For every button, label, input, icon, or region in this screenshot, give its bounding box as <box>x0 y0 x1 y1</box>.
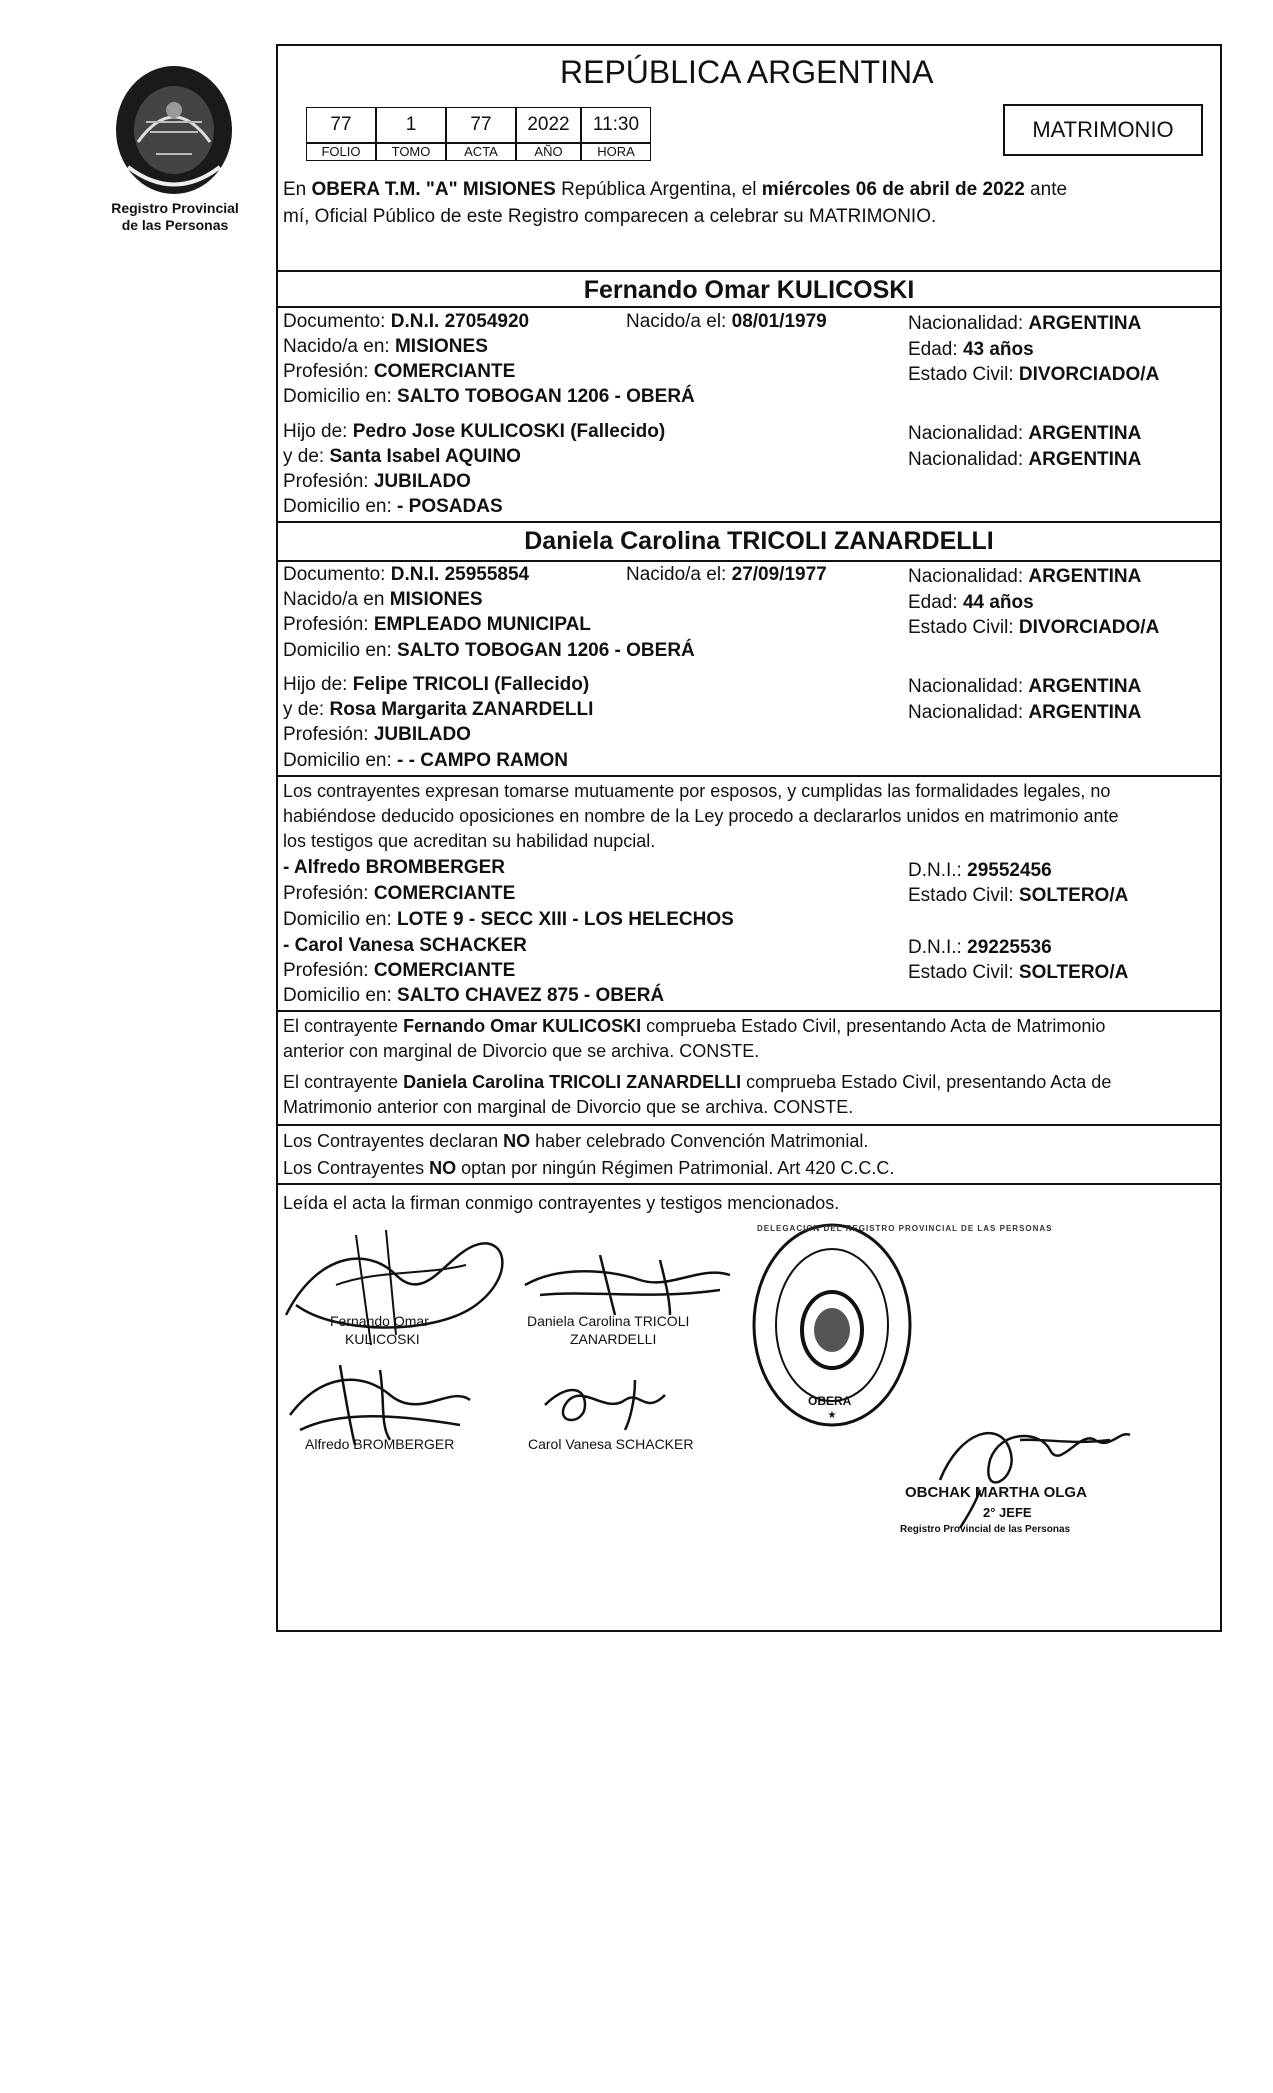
spouse1-madre-nacionalidad: Nacionalidad: ARGENTINA <box>908 449 1142 470</box>
acta-label: ACTA <box>446 143 516 161</box>
witness1-name: - Alfredo BROMBERGER <box>283 857 506 878</box>
spouse2-nacido: Nacido/a el: 27/09/1977 <box>626 564 827 585</box>
certificate-type: MATRIMONIO <box>1032 117 1174 142</box>
divider <box>276 306 1222 308</box>
spouse1-documento: Documento: D.N.I. 27054920 <box>283 311 530 332</box>
spouse2-domicilio: Domicilio en: SALTO TOBOGAN 1206 - OBERÁ <box>283 640 695 661</box>
spouse1-profesion: Profesión: COMERCIANTE <box>283 361 516 382</box>
official-org: Registro Provincial de las Personas <box>900 1524 1071 1535</box>
spouse1-edad: Edad: 43 años <box>908 339 1034 360</box>
spouse1-padres-domicilio: Domicilio en: - POSADAS <box>283 496 503 517</box>
hora-value: 11:30 <box>581 107 651 143</box>
spouse2-nacido-en: Nacido/a en MISIONES <box>283 589 483 610</box>
witness2-domicilio: Domicilio en: SALTO CHAVEZ 875 - OBERÁ <box>283 985 665 1006</box>
intro-line2: mí, Oficial Público de este Registro comparecen a celebrar su MATRIMONIO. <box>283 206 937 227</box>
signature-witness2-name: Carol Vanesa SCHACKER <box>528 1436 694 1452</box>
spouse2-documento: Documento: D.N.I. 25955854 <box>283 564 530 585</box>
witness2-name: - Carol Vanesa SCHACKER <box>283 935 527 956</box>
spouse1-padres-profesion: Profesión: JUBILADO <box>283 471 471 492</box>
note2-line2: Matrimonio anterior con marginal de Divorcio que se archiva. CONSTE. <box>283 1097 854 1117</box>
anio-label: AÑO <box>516 143 581 161</box>
signature-spouse2-name-line2: ZANARDELLI <box>570 1331 657 1347</box>
registry-name-line2: de las Personas <box>121 217 229 233</box>
spouse2-edad: Edad: 44 años <box>908 592 1034 613</box>
spouse2-name: Daniela Carolina TRICOLI ZANARDELLI <box>524 527 994 555</box>
intro-line1: En OBERA T.M. "A" MISIONES República Argentina, el miércoles 06 de abril de 2022 ante <box>283 179 1068 200</box>
spouse1-domicilio: Domicilio en: SALTO TOBOGAN 1206 - OBERÁ <box>283 386 695 407</box>
spouse2-padres-domicilio: Domicilio en: - - CAMPO RAMON <box>283 750 569 771</box>
tomo-value: 1 <box>376 107 446 143</box>
spouse1-nacido: Nacido/a el: 08/01/1979 <box>626 311 827 332</box>
spouse2-madre-nacionalidad: Nacionalidad: ARGENTINA <box>908 702 1142 723</box>
registry-logo <box>108 62 240 197</box>
spouse1-name: Fernando Omar KULICOSKI <box>583 276 915 304</box>
spouse2-profesion: Profesión: EMPLEADO MUNICIPAL <box>283 614 591 635</box>
spouse1-madre: y de: Santa Isabel AQUINO <box>283 446 521 467</box>
acta-value: 77 <box>446 107 516 143</box>
hora-label: HORA <box>581 143 651 161</box>
spouse1-padre: Hijo de: Pedro Jose KULICOSKI (Fallecido) <box>283 421 666 442</box>
divider <box>276 775 1222 777</box>
divider <box>276 521 1222 523</box>
divider <box>276 1183 1222 1185</box>
spouse2-padres-profesion: Profesión: JUBILADO <box>283 724 471 745</box>
witness2-estado-civil: Estado Civil: SOLTERO/A <box>908 962 1129 983</box>
note1-line1: El contrayente Fernando Omar KULICOSKI comprueba Estado Civil, presentando Acta de Matrimonio <box>283 1016 1106 1036</box>
signature-spouse1-name-line1: Fernando Omar <box>330 1313 429 1329</box>
note1-line2: anterior con marginal de Divorcio que se archiva. CONSTE. <box>283 1041 760 1061</box>
seal-text: DELEGACION DEL REGISTRO PROVINCIAL DE LAS PERSONAS <box>757 1224 1053 1233</box>
witness1-profesion: Profesión: COMERCIANTE <box>283 883 516 904</box>
spouse2-estado-civil: Estado Civil: DIVORCIADO/A <box>908 617 1160 638</box>
spouse2-padre: Hijo de: Felipe TRICOLI (Fallecido) <box>283 674 590 695</box>
folio-label: FOLIO <box>306 143 376 161</box>
folio-value: 77 <box>306 107 376 143</box>
official-title: 2° JEFE <box>983 1505 1032 1520</box>
spouse2-madre: y de: Rosa Margarita ZANARDELLI <box>283 699 594 720</box>
declaration-line1: Los contrayentes expresan tomarse mutuamente por esposos, y cumplidas las formalidades legales, no <box>283 781 1111 801</box>
spouse2-padre-nacionalidad: Nacionalidad: ARGENTINA <box>908 676 1142 697</box>
declaration-line3: los testigos que acreditan su habilidad nupcial. <box>283 831 656 851</box>
tomo-label: TOMO <box>376 143 446 161</box>
svg-text:★: ★ <box>827 1410 837 1421</box>
signature-witness1-name: Alfredo BROMBERGER <box>305 1436 455 1452</box>
convention-line1: Los Contrayentes declaran NO haber celebrado Convención Matrimonial. <box>283 1131 869 1151</box>
anio-value: 2022 <box>516 107 581 143</box>
page-title: REPÚBLICA ARGENTINA <box>560 54 934 90</box>
divider <box>276 1010 1222 1012</box>
witness1-domicilio: Domicilio en: LOTE 9 - SECC XIII - LOS HELECHOS <box>283 909 734 930</box>
witness2-dni: D.N.I.: 29225536 <box>908 937 1052 958</box>
spouse2-nacionalidad: Nacionalidad: ARGENTINA <box>908 566 1142 587</box>
witness1-estado-civil: Estado Civil: SOLTERO/A <box>908 885 1129 906</box>
witness2-profesion: Profesión: COMERCIANTE <box>283 960 516 981</box>
note2-line1: El contrayente Daniela Carolina TRICOLI ZANARDELLI comprueba Estado Civil, presentando Acta de <box>283 1072 1112 1092</box>
spouse1-estado-civil: Estado Civil: DIVORCIADO/A <box>908 364 1160 385</box>
signature-spouse2-name-line1: Daniela Carolina TRICOLI <box>527 1313 690 1329</box>
signature-witness2 <box>535 1375 685 1435</box>
reading-statement: Leída el acta la firman conmigo contrayentes y testigos mencionados. <box>283 1193 840 1213</box>
divider <box>276 1124 1222 1126</box>
divider <box>276 560 1222 562</box>
registry-name-line1: Registro Provincial <box>111 200 239 216</box>
spouse1-padre-nacionalidad: Nacionalidad: ARGENTINA <box>908 423 1142 444</box>
seal-city: OBERA <box>808 1394 852 1408</box>
spouse1-nacionalidad: Nacionalidad: ARGENTINA <box>908 313 1142 334</box>
declaration-line2: habiéndose deducido oposiciones en nombre de la Ley procedo a declararlos unidos en matrimonio ante <box>283 806 1119 826</box>
spouse1-nacido-en: Nacido/a en: MISIONES <box>283 336 488 357</box>
convention-line2: Los Contrayentes NO optan por ningún Régimen Patrimonial. Art 420 C.C.C. <box>283 1158 895 1178</box>
divider <box>276 270 1222 272</box>
certificate-type-box <box>1003 104 1203 156</box>
official-name: OBCHAK MARTHA OLGA <box>905 1484 1087 1501</box>
witness1-dni: D.N.I.: 29552456 <box>908 860 1052 881</box>
signature-spouse1-name-line2: KULICOSKI <box>345 1331 420 1347</box>
